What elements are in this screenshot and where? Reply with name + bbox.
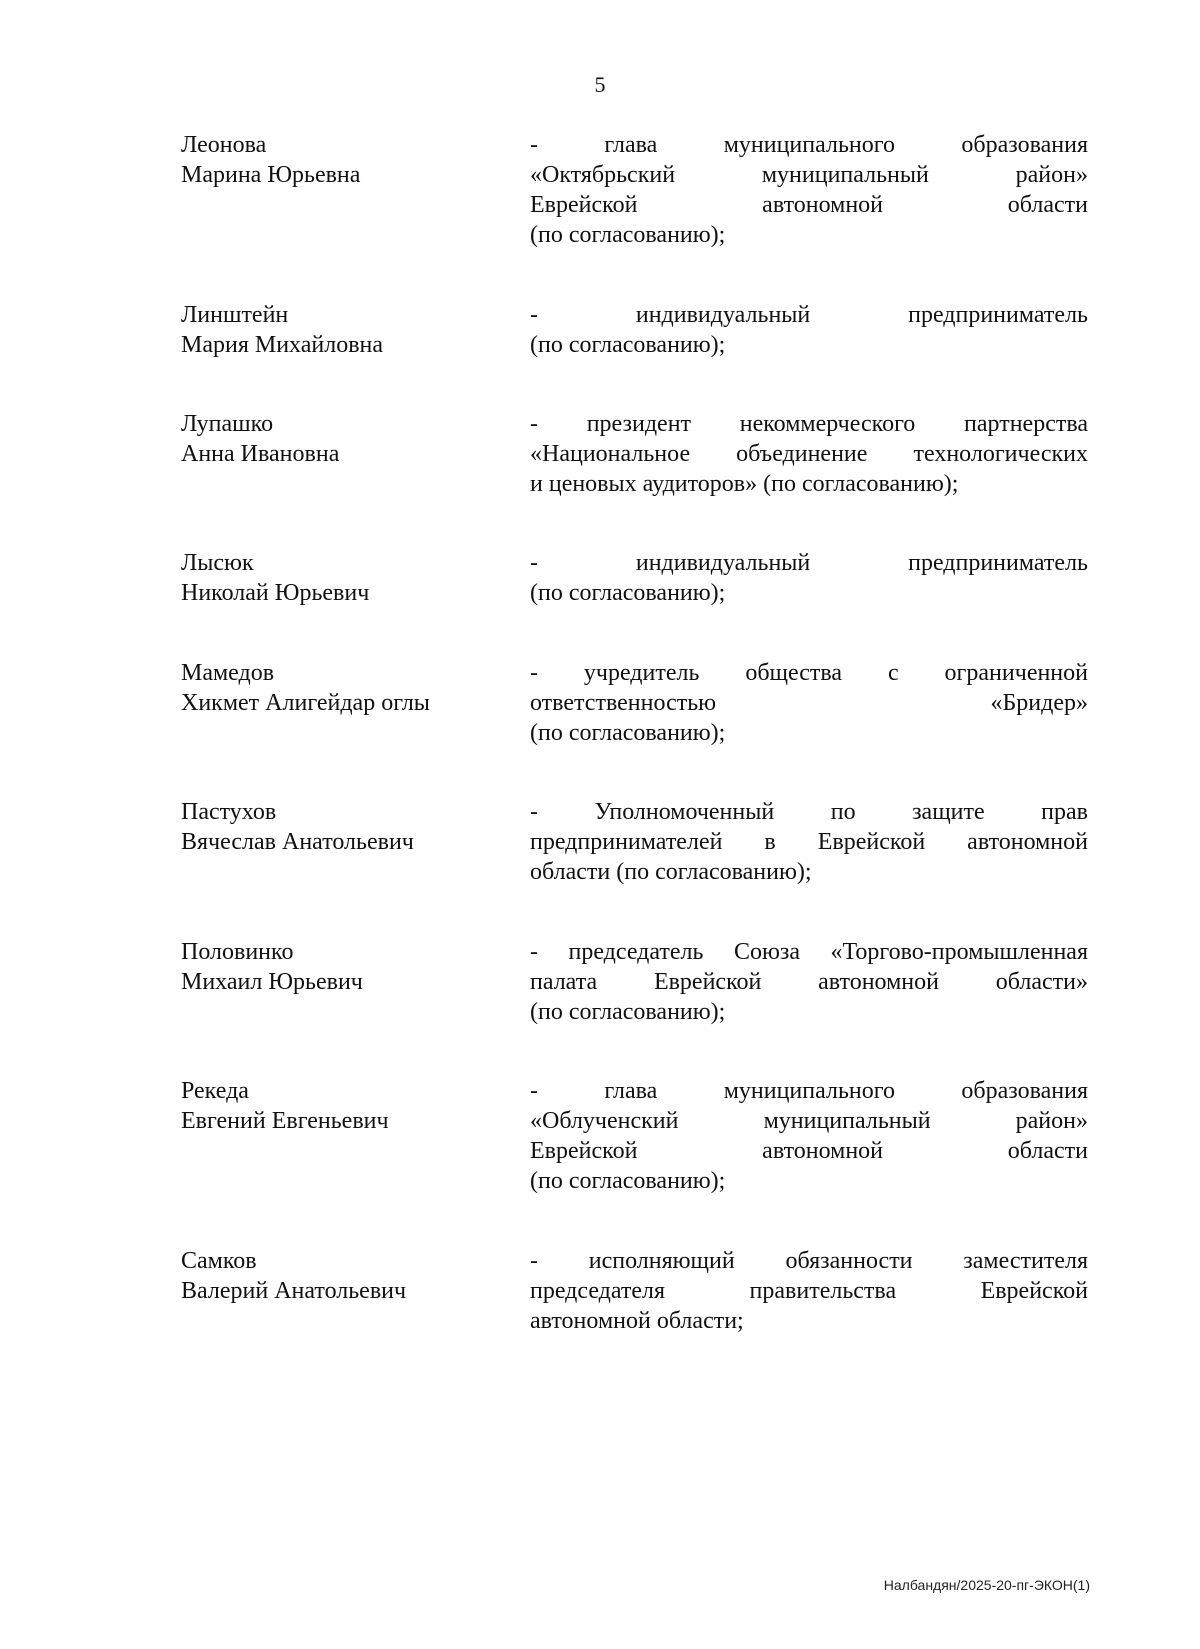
page-number: 5 (594, 72, 606, 97)
position-line: предпринимателей в Еврейской автономной (530, 829, 1088, 855)
position-line: «Октябрьский муниципальный район» (530, 162, 1088, 188)
member-given-names: Анна Ивановна (181, 441, 340, 467)
member-position (530, 658, 1088, 748)
member-surname: Лысюк (181, 550, 254, 576)
member-given-names: Мария Михайловна (181, 332, 384, 358)
member-name (181, 409, 501, 469)
member-surname: Лупашко (181, 411, 274, 437)
member-name (181, 548, 501, 608)
member-given-names: Марина Юрьевна (181, 162, 361, 188)
position-line: «Национальное объединение технологических (530, 441, 1088, 467)
position-line: (по согласованию); (530, 1168, 726, 1194)
member-name (181, 658, 501, 718)
member-position (530, 409, 1088, 499)
position-line: - президент некоммерческого партнерства (530, 411, 1088, 437)
member-position (530, 1246, 1088, 1336)
member-position (530, 937, 1088, 1027)
member-given-names: Вячеслав Анатольевич (181, 829, 414, 855)
position-line: области (по согласованию); (530, 859, 812, 885)
member-name (181, 937, 501, 997)
position-line: «Облученский муниципальный район» (530, 1108, 1088, 1134)
member-given-names: Валерий Анатольевич (181, 1278, 407, 1304)
member-surname: Линштейн (181, 302, 289, 328)
position-line: и ценовых аудиторов» (по согласованию); (530, 471, 959, 497)
position-line: - глава муниципального образования (530, 1078, 1088, 1104)
member-surname: Половинко (181, 939, 294, 965)
member-surname: Рекеда (181, 1078, 249, 1104)
member-given-names: Николай Юрьевич (181, 580, 370, 606)
position-line: (по согласованию); (530, 580, 726, 606)
position-line: (по согласованию); (530, 222, 726, 248)
position-line: Еврейской автономной области (530, 1138, 1088, 1164)
position-line: (по согласованию); (530, 999, 726, 1025)
member-position (530, 797, 1088, 887)
member-name (181, 300, 501, 360)
position-line: - Уполномоченный по защите прав (530, 799, 1088, 825)
position-line: (по согласованию); (530, 332, 726, 358)
member-surname: Леонова (181, 132, 267, 158)
member-given-names: Хикмет Алигейдар оглы (181, 690, 430, 716)
member-name (181, 1246, 501, 1306)
member-name (181, 797, 501, 857)
member-position (530, 130, 1088, 250)
member-given-names: Евгений Евгеньевич (181, 1108, 389, 1134)
member-position (530, 548, 1088, 608)
member-surname: Пастухов (181, 799, 277, 825)
position-line: (по согласованию); (530, 720, 726, 746)
member-name (181, 130, 501, 190)
position-line: - индивидуальный предприниматель (530, 550, 1088, 576)
member-position (530, 1076, 1088, 1196)
position-line: - учредитель общества с ограниченной (530, 660, 1088, 686)
member-given-names: Михаил Юрьевич (181, 969, 363, 995)
member-surname: Самков (181, 1248, 257, 1274)
document-footer-code: Налбандян/2025-20-пг-ЭКОН(1) (883, 1577, 1090, 1593)
position-line: палата Еврейской автономной области» (530, 969, 1088, 995)
position-line: Еврейской автономной области (530, 192, 1088, 218)
position-line: - глава муниципального образования (530, 132, 1088, 158)
position-line: автономной области; (530, 1308, 744, 1334)
member-name (181, 1076, 501, 1136)
position-line: ответственностью «Бридер» (530, 690, 1088, 716)
member-surname: Мамедов (181, 660, 275, 686)
position-line: - индивидуальный предприниматель (530, 302, 1088, 328)
position-line: - председатель Союза «Торгово-промышленная (530, 939, 1088, 965)
position-line: - исполняющий обязанности заместителя (530, 1248, 1088, 1274)
position-line: председателя правительства Еврейской (530, 1278, 1088, 1304)
member-position (530, 300, 1088, 360)
